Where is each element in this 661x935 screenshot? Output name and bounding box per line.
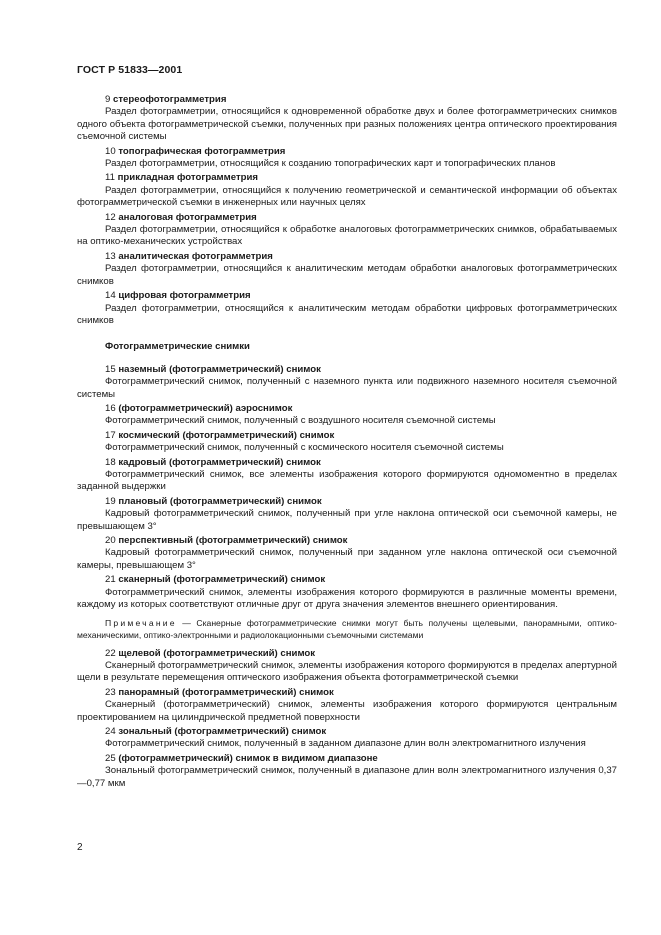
standard-code-header: ГОСТ Р 51833—2001: [77, 64, 183, 76]
term-heading: 12 аналоговая фотограмметрия: [105, 211, 257, 223]
term-definition: Зональный фотограмметрический снимок, полученный в диапазоне длин волн электромагнитного излучения 0,37—0,77 мкм: [77, 765, 617, 789]
entries-group-a: [77, 94, 617, 327]
term-definition: Кадровый фотограмметрический снимок, полученный при заданном угле наклона оптической оси съемочной камеры, превышающем 3°: [77, 547, 617, 571]
term-heading: 17 космический (фотограмметрический) снимок: [105, 429, 335, 441]
term-definition: Фотограмметрический снимок, полученный с наземного пункта или подвижного наземного носителя съемочной системы: [77, 376, 617, 400]
term-heading: 13 аналитическая фотограмметрия: [105, 250, 273, 262]
term-heading: 9 стереофотограмметрия: [105, 94, 227, 105]
term-heading: 16 (фотограмметрический) аэроснимок: [105, 402, 293, 414]
term-heading: 22 щелевой (фотограмметрический) снимок: [105, 647, 316, 659]
term-definition: Раздел фотограмметрии, относящийся к получению геометрической и семантической информации об объектах фотограмметрической съемки в инженерных или научных целях: [77, 184, 617, 209]
term-definition: Фотограмметрический снимок, полученный в заданном диапазоне длин волн электромагнитного излучения: [105, 738, 586, 750]
term-definition: Сканерный (фотограмметрический) снимок, элементы изображения которого формируются центральным проектированием на цилиндрической предметной поверхности: [77, 699, 617, 723]
term-heading: 23 панорамный (фотограмметрический) снимок: [105, 686, 334, 698]
document-body: [77, 92, 617, 790]
term-heading: 14 цифровая фотограмметрия: [105, 290, 251, 302]
term-heading: 24 зональный (фотограмметрический) снимок: [105, 726, 327, 738]
term-definition: Фотограмметрический снимок, полученный с воздушного носителя съемочной системы: [105, 415, 496, 427]
entries-group-c: [77, 648, 617, 790]
page-number: 2: [77, 842, 83, 853]
entries-group-b: [77, 364, 617, 612]
term-heading: 10 топографическая фотограмметрия: [105, 145, 286, 157]
term-definition: Сканерный фотограмметрический снимок, элементы изображения которого формируются в пределах апертурной щели в результате перемещения оптического изображения объекта фотограмметрической съемки: [77, 660, 617, 684]
term-definition: Раздел фотограмметрии, относящийся к обработке аналоговых фотограмметрических снимков, обрабатываемых на оптико-механических устройствах: [77, 224, 617, 248]
term-definition: Фотограмметрический снимок, элементы изображения которого формируются в различные моменты времени, каждому из которых соответствуют отличные друг от друга значения элементов внешнего ориентирования.: [77, 586, 617, 611]
term-heading: 20 перспективный (фотограмметрический) снимок: [105, 535, 348, 546]
note-text: — Сканерные фотограмметрические снимки могут быть получены щелевыми, панорамными, оптико-механическими, оптико-электронными и радиолокационными съемочными системами: [77, 618, 617, 641]
term-heading: 25 (фотограмметрический) снимок в видимом диапазоне: [105, 752, 378, 764]
term-definition: Фотограмметрический снимок, все элементы изображения которого формируются одномоментно в пределах заданной выдержки: [77, 468, 617, 493]
term-heading: 15 наземный (фотограмметрический) снимок: [105, 363, 321, 375]
section-title: Фотограмметрические снимки: [105, 341, 250, 353]
term-heading: 11 прикладная фотограмметрия: [105, 172, 258, 184]
term-definition: Раздел фотограмметрии, относящийся к созданию топографических карт и топографических планов: [105, 158, 556, 170]
term-definition: Раздел фотограмметрии, относящийся к аналитическим методам обработки аналоговых фотограмметрических снимков: [77, 263, 617, 287]
term-heading: 18 кадровый (фотограмметрический) снимок: [105, 456, 321, 468]
term-heading: 19 плановый (фотограмметрический) снимок: [105, 495, 322, 507]
term-definition: Фотограмметрический снимок, полученный с космического носителя съемочной системы: [105, 442, 504, 454]
term-definition: Раздел фотограмметрии, относящийся к одновременной обработке двух и более фотограмметрических снимков одного объекта фотограмметрической съемки, полученных при разных положениях центра оптического проектирования съемочной системы: [77, 106, 617, 143]
term-definition: Кадровый фотограмметрический снимок, полученный при угле наклона оптической оси съемочной камеры, не превышающем 3°: [77, 508, 617, 532]
note-paragraph: [77, 618, 617, 641]
term-heading: 21 сканерный (фотограмметрический) снимок: [105, 574, 326, 586]
note-label: Примечание: [105, 618, 177, 629]
term-definition: Раздел фотограмметрии, относящийся к аналитическим методам обработки цифровых фотограмметрических снимков: [77, 302, 617, 326]
